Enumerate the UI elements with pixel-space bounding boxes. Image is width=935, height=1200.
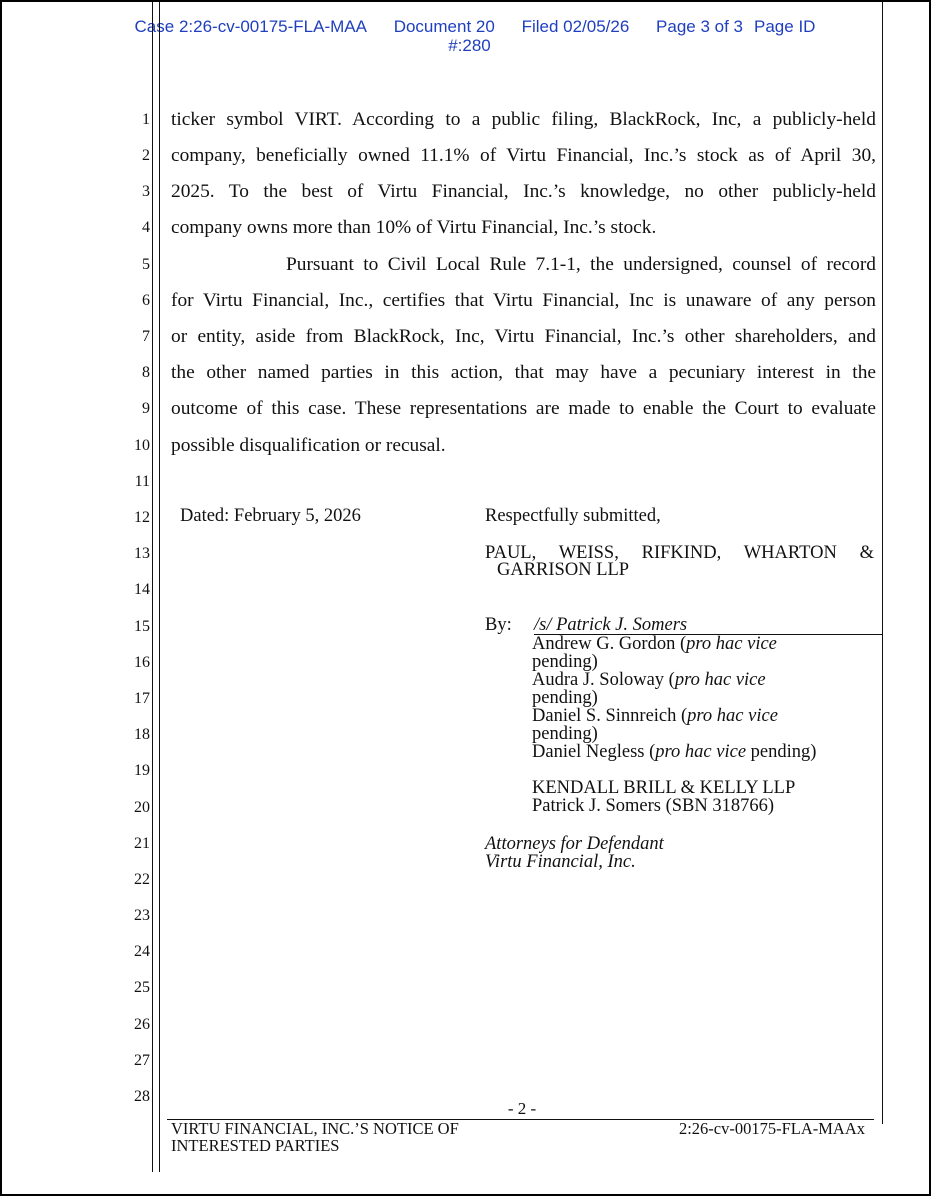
client-name: Virtu Financial, Inc. xyxy=(485,852,636,872)
line-number: 13 xyxy=(134,545,150,562)
text-line: ticker symbol VIRT. According to a public filing, BlackRock, Inc, a publicly-held xyxy=(171,109,876,130)
line-number: 2 xyxy=(142,147,150,164)
left-margin-rule xyxy=(159,2,160,1172)
line-number: 19 xyxy=(134,762,150,779)
firm-name: PAUL, WEISS, RIFKIND, WHARTON & xyxy=(485,543,874,563)
text-line: company owns more than 10% of Virtu Financial, Inc.’s stock. xyxy=(171,217,657,238)
ecf-document-number: Document 20 xyxy=(393,17,495,36)
line-number: 20 xyxy=(134,799,150,816)
line-number: 16 xyxy=(134,654,150,671)
left-margin-rule xyxy=(152,2,153,1172)
ecf-header xyxy=(2,17,931,55)
right-margin-rule xyxy=(882,2,883,1124)
ecf-page-count: Page 3 of 3 xyxy=(656,17,744,36)
electronic-signature: /s/ Patrick J. Somers xyxy=(534,615,688,635)
text-line: Pursuant to Civil Local Rule 7.1-1, the undersigned, counsel of record xyxy=(286,254,876,275)
line-number: 3 xyxy=(142,183,150,200)
line-number: 27 xyxy=(134,1052,150,1069)
text-line: 2025. To the best of Virtu Financial, Inc.’s knowledge, no other publicly-held xyxy=(171,181,876,202)
attorney-status: pending) xyxy=(532,652,598,672)
text-line: the other named parties in this action, that may have a pecuniary interest in the xyxy=(171,362,876,383)
line-number: 26 xyxy=(134,1016,150,1033)
line-number: 12 xyxy=(134,509,150,526)
by-label: By: xyxy=(485,615,512,635)
line-number: 23 xyxy=(134,907,150,924)
line-number: 15 xyxy=(134,618,150,635)
attorney-name: Audra J. Soloway ( xyxy=(532,670,675,690)
counsel-role-line: Attorneys for Defendant xyxy=(485,834,664,854)
line-number: 6 xyxy=(142,292,150,309)
attorney-negless xyxy=(532,743,816,761)
attorney-status: pending) xyxy=(532,688,598,708)
text-line: or entity, aside from BlackRock, Inc, Virtu Financial, Inc.’s other shareholders, and xyxy=(171,326,876,347)
line-number: 5 xyxy=(142,256,150,273)
footer-case-number: 2:26-cv-00175-FLA-MAAx xyxy=(678,1119,865,1138)
footer-title-line: INTERESTED PARTIES xyxy=(171,1136,340,1155)
pro-hac-vice: pro hac vice xyxy=(687,706,778,726)
line-number: 8 xyxy=(142,364,150,381)
line-number: 1 xyxy=(142,111,150,128)
line-number: 24 xyxy=(134,943,150,960)
line-number: 11 xyxy=(134,473,150,490)
text-line: possible disqualification or recusal. xyxy=(171,435,446,456)
text-line: for Virtu Financial, Inc., certifies that Virtu Financial, Inc is unaware of any person xyxy=(171,290,876,311)
line-number: 14 xyxy=(134,581,150,598)
ecf-page-id-number: #:280 xyxy=(448,36,491,55)
text-line: outcome of this case. These representations are made to enable the Court to evaluate xyxy=(171,398,876,419)
attorney-status: pending) xyxy=(532,724,598,744)
line-number: 4 xyxy=(142,219,150,236)
ecf-filed-date: Filed 02/05/26 xyxy=(521,17,630,36)
attorney-gordon xyxy=(532,635,777,671)
line-number: 22 xyxy=(134,871,150,888)
pro-hac-vice: pro hac vice xyxy=(686,634,777,654)
attorney-status: pending) xyxy=(746,742,817,762)
line-number: 28 xyxy=(134,1088,150,1105)
line-number: 18 xyxy=(134,726,150,743)
attorney-name: Andrew G. Gordon ( xyxy=(532,634,687,654)
text-line: company, beneficially owned 11.1% of Virtu Financial, Inc.’s stock as of April 30, xyxy=(171,145,876,166)
line-number: 21 xyxy=(134,835,150,852)
second-firm-attorney: Patrick J. Somers (SBN 318766) xyxy=(532,796,775,816)
attorney-name: Daniel Negless ( xyxy=(532,742,656,762)
footer-document-title xyxy=(171,1120,459,1154)
pro-hac-vice: pro hac vice xyxy=(655,742,747,762)
ecf-page-id-label: Page ID xyxy=(754,17,816,36)
line-number: 9 xyxy=(142,400,150,417)
counsel-role xyxy=(485,835,664,871)
ecf-case-number: Case 2:26-cv-00175-FLA-MAA xyxy=(134,17,367,36)
line-number: 25 xyxy=(134,979,150,996)
attorney-name: Daniel S. Sinnreich ( xyxy=(532,706,688,726)
dated-line: Dated: February 5, 2026 xyxy=(180,506,361,526)
firm-name-continued: GARRISON LLP xyxy=(497,560,630,580)
attorney-sinnreich xyxy=(532,707,778,743)
footer-title-line: VIRTU FINANCIAL, INC.’S NOTICE OF xyxy=(171,1119,459,1138)
second-firm-name: KENDALL BRILL & KELLY LLP xyxy=(532,778,796,798)
second-firm xyxy=(532,779,795,815)
line-number: 17 xyxy=(134,690,150,707)
line-number: 7 xyxy=(142,328,150,345)
page-number: - 2 - xyxy=(507,1099,537,1118)
attorney-soloway xyxy=(532,671,766,707)
pro-hac-vice: pro hac vice xyxy=(674,670,766,690)
line-number: 10 xyxy=(134,437,150,454)
respectfully-submitted: Respectfully submitted, xyxy=(485,506,661,526)
